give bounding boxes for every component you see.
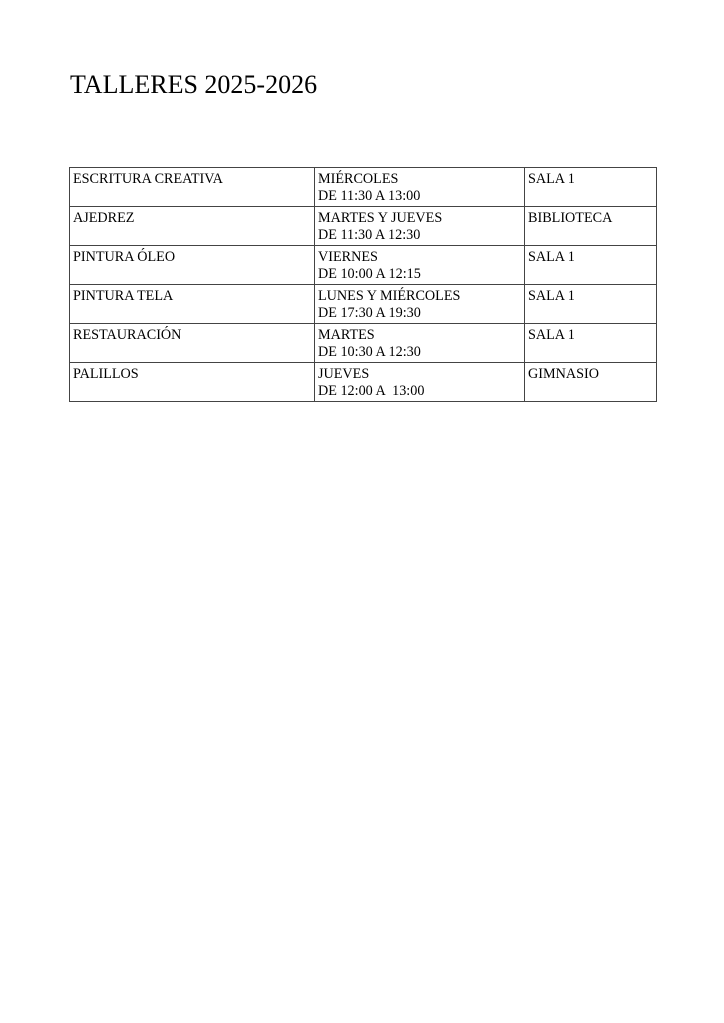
workshop-schedule-cell xyxy=(315,207,525,246)
workshop-name: PALILLOS xyxy=(73,366,139,382)
workshop-time: DE 12:00 A 13:00 xyxy=(318,383,425,399)
workshop-name-cell xyxy=(70,363,315,402)
workshop-name: ESCRITURA CREATIVA xyxy=(73,171,223,187)
workshop-time: DE 10:00 A 12:15 xyxy=(318,266,421,282)
table-row xyxy=(70,363,657,402)
workshop-room: SALA 1 xyxy=(528,288,575,304)
workshop-room: SALA 1 xyxy=(528,171,575,187)
workshop-schedule-cell xyxy=(315,285,525,324)
workshop-room: BIBLIOTECA xyxy=(528,210,613,226)
workshop-room: SALA 1 xyxy=(528,249,575,265)
table-row xyxy=(70,207,657,246)
workshop-name-cell xyxy=(70,246,315,285)
workshop-schedule-table xyxy=(69,167,657,402)
workshop-room-cell xyxy=(525,285,657,324)
workshop-room-cell xyxy=(525,363,657,402)
workshop-name-cell xyxy=(70,168,315,207)
workshop-room-cell xyxy=(525,207,657,246)
workshop-name: PINTURA TELA xyxy=(73,288,174,304)
workshop-days: MIÉRCOLES xyxy=(318,171,399,187)
workshop-name: RESTAURACIÓN xyxy=(73,327,182,343)
workshop-days: MARTES Y JUEVES xyxy=(318,210,443,226)
table-row xyxy=(70,324,657,363)
table-row xyxy=(70,285,657,324)
table-row xyxy=(70,168,657,207)
workshop-time: DE 11:30 A 12:30 xyxy=(318,227,421,243)
workshop-days: VIERNES xyxy=(318,249,378,265)
workshop-schedule-cell xyxy=(315,363,525,402)
table-row xyxy=(70,246,657,285)
workshop-room-cell xyxy=(525,324,657,363)
workshop-room: SALA 1 xyxy=(528,327,575,343)
workshop-name: PINTURA ÓLEO xyxy=(73,249,176,265)
workshop-schedule-cell xyxy=(315,324,525,363)
workshop-time: DE 11:30 A 13:00 xyxy=(318,188,421,204)
workshop-days: MARTES xyxy=(318,327,375,343)
document-title: TALLERES 2025-2026 xyxy=(70,70,318,99)
workshop-schedule-cell xyxy=(315,246,525,285)
workshop-room-cell xyxy=(525,246,657,285)
workshop-room: GIMNASIO xyxy=(528,366,599,382)
workshop-time: DE 17:30 A 19:30 xyxy=(318,305,421,321)
workshop-schedule-cell xyxy=(315,168,525,207)
workshop-room-cell xyxy=(525,168,657,207)
workshop-days: JUEVES xyxy=(318,366,370,382)
workshop-name: AJEDREZ xyxy=(73,210,135,226)
workshop-name-cell xyxy=(70,285,315,324)
workshop-name-cell xyxy=(70,207,315,246)
workshop-time: DE 10:30 A 12:30 xyxy=(318,344,421,360)
workshop-days: LUNES Y MIÉRCOLES xyxy=(318,288,461,304)
workshop-name-cell xyxy=(70,324,315,363)
